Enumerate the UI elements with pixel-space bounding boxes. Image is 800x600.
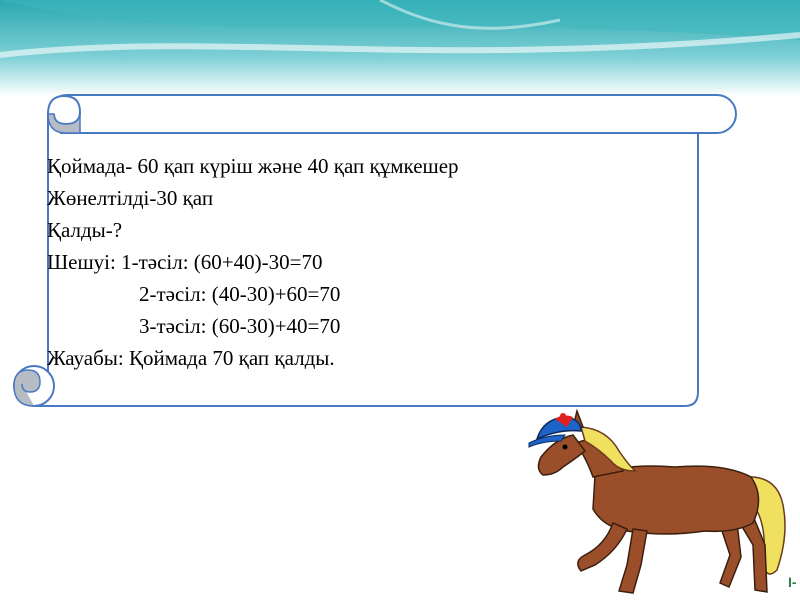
condition-line-2: Жөнелтілді-30 қап	[47, 186, 214, 210]
solution-method-2: 2-тәсіл: (40-30)+60=70	[139, 282, 341, 306]
solution-method-3: 3-тәсіл: (60-30)+40=70	[139, 314, 341, 338]
question-line: Қалды-?	[47, 218, 123, 242]
solution-method-1: Шешуі: 1-тәсіл: (60+40)-30=70	[47, 250, 323, 274]
slide-corner-mark: I-	[788, 574, 797, 590]
horse-illustration-icon	[515, 405, 800, 600]
problem-text	[47, 150, 677, 374]
answer-line: Жауабы: Қоймада 70 қап қалды.	[47, 346, 335, 370]
condition-line-1: Қоймада- 60 қап күріш және 40 қап құмкешер	[47, 154, 459, 178]
